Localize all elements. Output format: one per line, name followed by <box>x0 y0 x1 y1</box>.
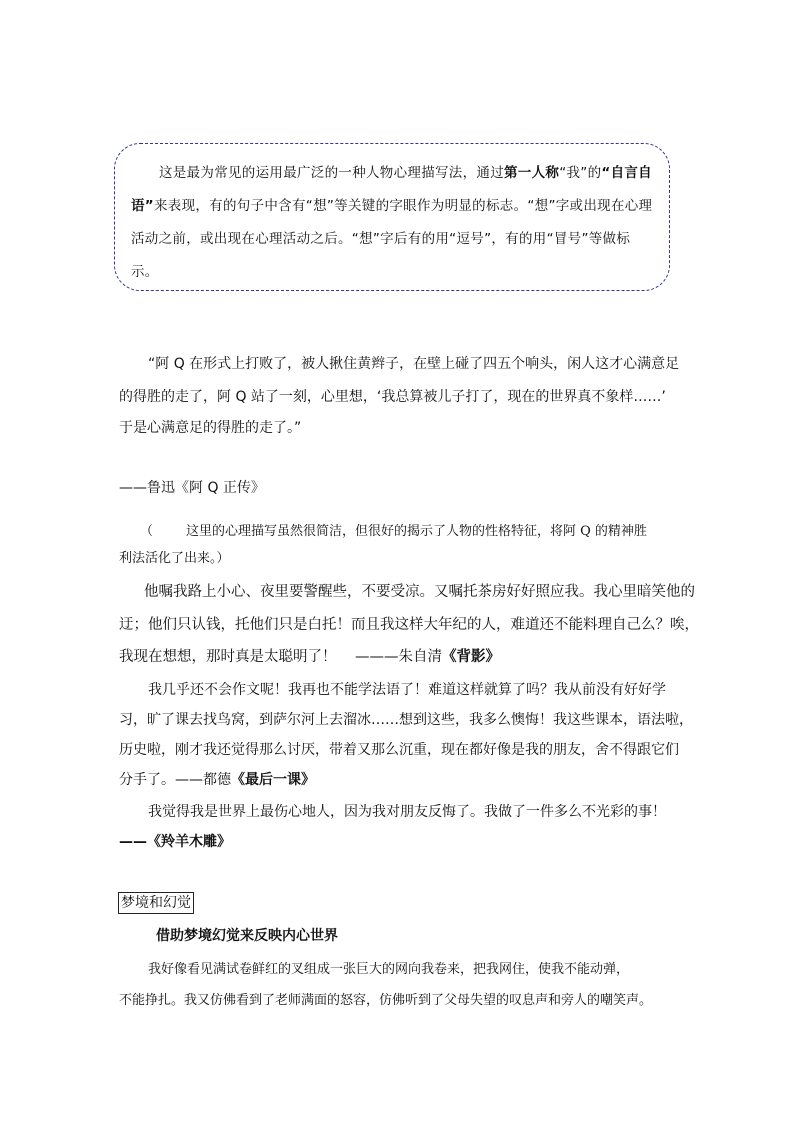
emphasis-monologue: “自言自语” <box>131 165 652 214</box>
quote1-line3: 于是心满意足的得胜的走了。” <box>119 420 302 436</box>
quote2-line1: 他嘱我路上小心、夜里要警醒些，不要受凉。又嘱托茶房好好照应我。我心里暗笑他的 <box>144 584 695 600</box>
quote1-line1: “阿 Q 在形式上打败了，被人揪住黄辫子，在壁上碰了四五个响头，闲人这才心满意足 <box>148 356 680 372</box>
section-line1: 我好像看见满试卷鲜红的叉组成一张巨大的网向我卷来，把我网住，使我不能动弹， <box>148 962 630 977</box>
quote2-line2: 迂；他们只认钱，托他们只是白托！而且我这样大年纪的人，难道还不能料理自己么？唉， <box>119 617 699 633</box>
section-title: 梦境和幻觉 <box>118 892 194 914</box>
quote3-line2: 习，旷了课去找鸟窝，到萨尔河上去溜冰……想到这些，我多么懊悔！我这些课本，语法啦， <box>119 712 693 728</box>
quote3-line1: 我几乎还不会作文呢！我再也不能学法语了！难道这样就算了吗？我从前没有好好学 <box>148 682 666 698</box>
quote1-line2: 的得胜的走了，阿 Q 站了一刻，心里想，‘我总算被儿子打了，现在的世界真不象样……’ <box>119 389 666 405</box>
quote2-line3: 我现在想想，那时真是太聪明了！ <box>119 649 337 665</box>
section-line2: 不能挣扎。我又仿佛看到了老师满面的怒容，仿佛听到了父母失望的叹息声和旁人的嘲笑声。 <box>119 993 653 1008</box>
definition-box <box>114 143 670 291</box>
quote2-source-title: 《背影》 <box>442 649 500 665</box>
quote1-source: ——鲁迅《阿 Q 正传》 <box>119 480 265 496</box>
note-line1: 这里的心理描写虽然很简洁，但很好的揭示了人物的性格特征，将阿 Q 的精神胜 <box>186 524 647 539</box>
quote3-line4: 分手了。——都德《最后一课》 <box>119 772 315 788</box>
note-open-paren: （ <box>140 524 154 539</box>
quote3-source-title: 《最后一课》 <box>231 772 315 788</box>
quote4-source: ——《羚羊木雕》 <box>119 834 231 850</box>
definition-text: 这是最为常见的运用最广泛的一种人物心理描写法，通过第一人称“我”的“自言自语”来表现，有的句子中含有“想”等关键的字眼作为明显的标志。“想”字或出现在心理活动之前，或出现在心理活动之后。“想”字后有的用“逗号”，有的用“冒号”等做标示。 <box>131 165 653 280</box>
note-line2: 利法活化了出来。） <box>119 551 230 566</box>
emphasis-first-person: 第一人称 <box>504 165 560 181</box>
quote3-line3: 历史啦，刚才我还觉得那么讨厌，带着又那么沉重，现在都好像是我的朋友，舍不得跟它们 <box>119 742 679 758</box>
quote2-source: ———朱自清《背影》 <box>355 649 500 665</box>
quote4-line1: 我觉得我是世界上最伤心地人，因为我对朋友反悔了。我做了一件多么不光彩的事！ <box>148 804 666 820</box>
section-subtitle: 借助梦境幻觉来反映内心世界 <box>156 928 338 944</box>
